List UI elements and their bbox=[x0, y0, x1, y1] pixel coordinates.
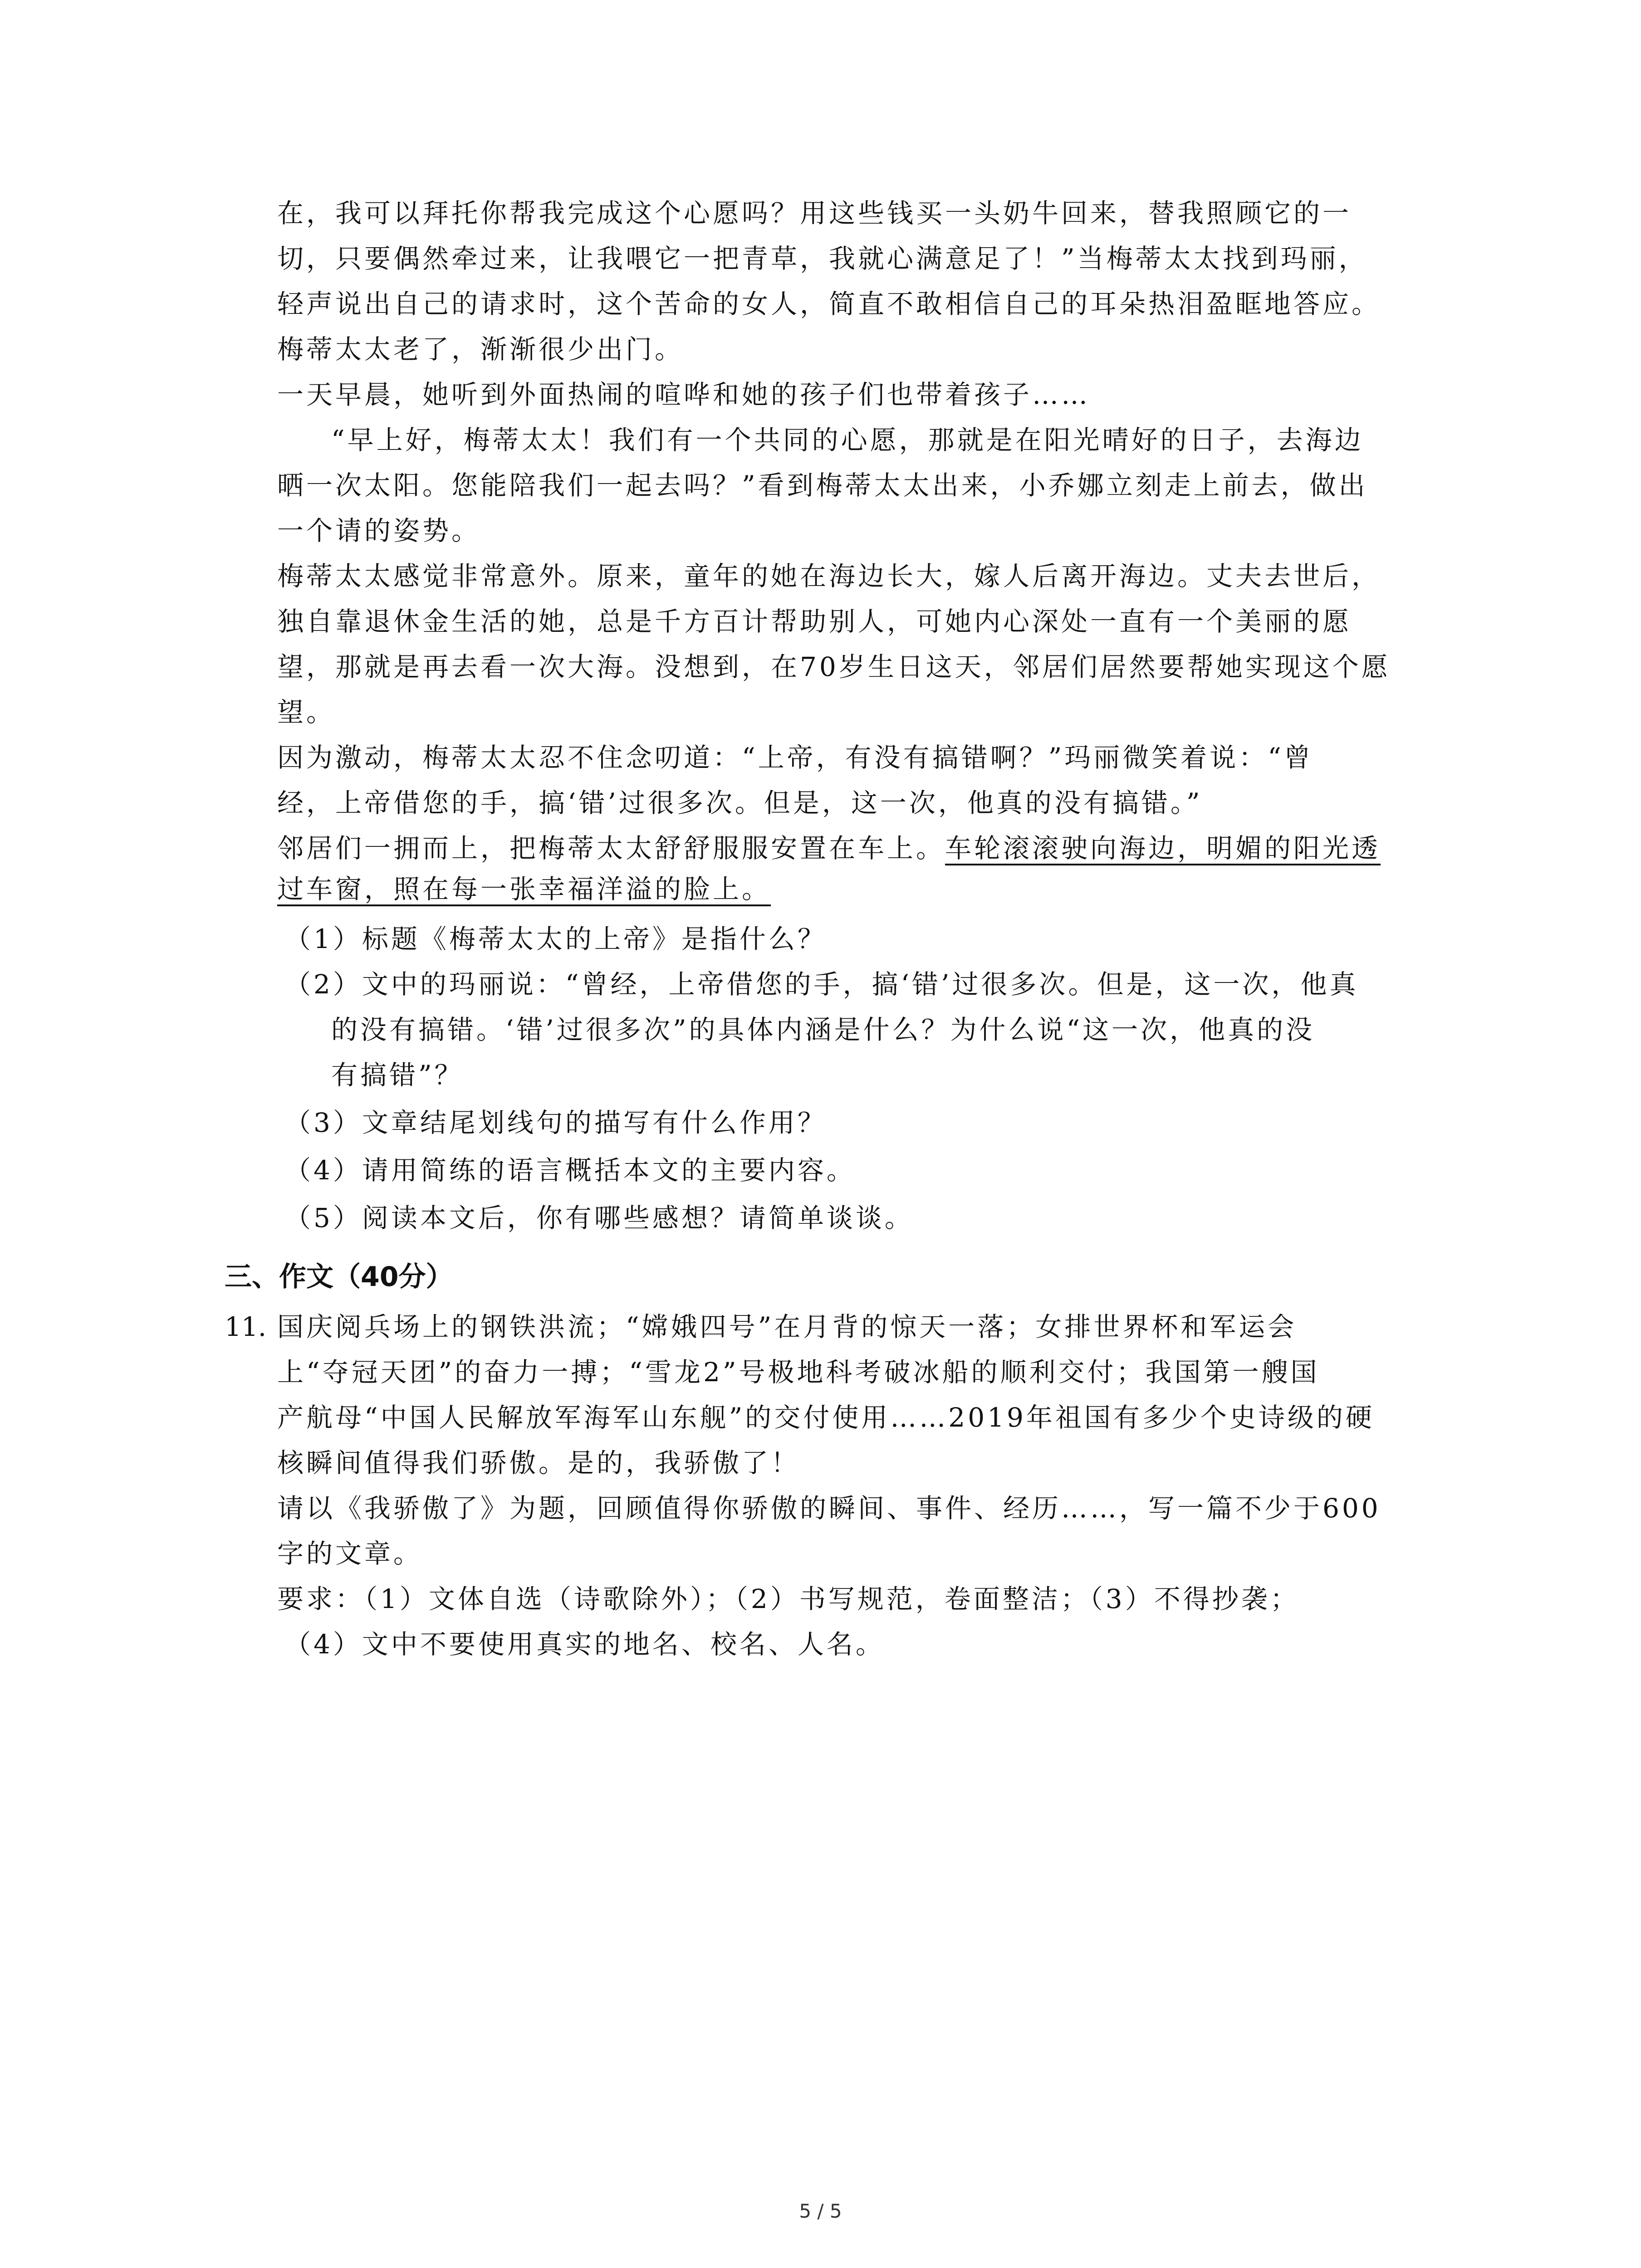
composition-line-6: 字的文章。 bbox=[277, 1538, 423, 1569]
composition-requirements-line-1: 要求：（1）文体自选（诗歌除外）；（2）书写规范，卷面整洁；（3）不得抄袭； bbox=[277, 1584, 1299, 1614]
passage-line-15 bbox=[277, 826, 1381, 871]
passage-line-16 bbox=[277, 866, 771, 912]
passage-line-2: 切，只要偶然牵过来，让我喂它一把青草，我就心满意足了！”当梅蒂太太找到玛丽， bbox=[277, 243, 1368, 274]
composition-line-3: 产航母“中国人民解放军海军山东舰”的交付使用……2019年祖国有多少个史诗级的硬 bbox=[277, 1402, 1375, 1433]
passage-line-5: 一天早晨，她听到外面热闹的喧哗和她的孩子们也带着孩子…… bbox=[277, 379, 1091, 410]
question-3: （3）文章结尾划线句的描写有什么作用？ bbox=[284, 1107, 827, 1138]
composition-line-5: 请以《我骄傲了》为题，回顾值得你骄傲的瞬间、事件、经历……，写一篇不少于600 bbox=[277, 1493, 1381, 1524]
question-4: （4）请用简练的语言概括本文的主要内容。 bbox=[284, 1155, 856, 1186]
question-number-11: 11. bbox=[225, 1311, 267, 1342]
question-2-line-3: 有搞错”？ bbox=[331, 1060, 464, 1090]
passage-line-11: 望，那就是再去看一次大海。没想到，在70岁生日这天，邻居们居然要帮她实现这个愿 bbox=[277, 651, 1391, 682]
passage-line-8: 一个请的姿势。 bbox=[277, 515, 481, 546]
composition-line-1: 国庆阅兵场上的钢铁洪流；“嫦娥四号”在月背的惊天一落；女排世界杯和军运会 bbox=[277, 1311, 1297, 1342]
passage-line-3: 轻声说出自己的请求时，这个苦命的女人，简直不敢相信自己的耳朵热泪盈眶地答应。 bbox=[277, 288, 1381, 319]
question-1: （1）标题《梅蒂太太的上帝》是指什么？ bbox=[284, 924, 827, 954]
passage-line-9: 梅蒂太太感觉非常意外。原来，童年的她在海边长大，嫁人后离开海边。丈夫去世后， bbox=[277, 561, 1381, 591]
passage-line-14: 经，上帝借您的手，搞‘错’过很多次。但是，这一次，他真的没有搞错。” bbox=[277, 787, 1203, 818]
question-5: （5）阅读本文后，你有哪些感想？请简单谈谈。 bbox=[284, 1202, 914, 1233]
section-title-composition: 三、作文（40分） bbox=[225, 1261, 453, 1293]
passage-line-10: 独自靠退休金生活的她，总是千方百计帮助别人，可她内心深处一直有一个美丽的愿 bbox=[277, 606, 1352, 637]
composition-requirements-line-2: （4）文中不要使用真实的地名、校名、人名。 bbox=[284, 1629, 885, 1660]
question-2: （2）文中的玛丽说：“曾经，上帝借您的手，搞‘错’过很多次。但是，这一次，他真 bbox=[284, 969, 1359, 1000]
question-2-line-2: 的没有搞错。‘错’过很多次”的具体内涵是什么？为什么说“这一次，他真的没 bbox=[331, 1014, 1315, 1045]
passage-line-7: 晒一次太阳。您能陪我们一起去吗？”看到梅蒂太太出来，小乔娜立刻走上前去，做出 bbox=[277, 470, 1368, 501]
passage-line-12: 望。 bbox=[277, 697, 336, 728]
passage-line-4: 梅蒂太太老了，渐渐很少出门。 bbox=[277, 334, 684, 365]
underlined-sentence-part-2: 过车窗，照在每一张幸福洋溢的脸上。 bbox=[277, 874, 771, 904]
underlined-sentence-part-1: 车轮滚滚驶向海边，明媚的阳光透 bbox=[945, 833, 1381, 864]
passage-line-13: 因为激动，梅蒂太太忍不住念叨道：“上帝，有没有搞错啊？”玛丽微笑着说：“曾 bbox=[277, 742, 1313, 773]
composition-line-2: 上“夺冠天团”的奋力一搏；“雪龙2”号极地科考破冰船的顺利交付；我国第一艘国 bbox=[277, 1357, 1320, 1388]
page-number: 5 / 5 bbox=[799, 2200, 842, 2222]
passage-line-6: “早上好，梅蒂太太！我们有一个共同的心愿，那就是在阳光晴好的日子，去海边 bbox=[331, 425, 1364, 455]
passage-line-1: 在，我可以拜托你帮我完成这个心愿吗？用这些钱买一头奶牛回来，替我照顾它的一 bbox=[277, 198, 1352, 229]
composition-line-4: 核瞬间值得我们骄傲。是的，我骄傲了！ bbox=[277, 1447, 800, 1478]
passage-line-15-text: 邻居们一拥而上，把梅蒂太太舒舒服服安置在车上。 bbox=[277, 833, 945, 864]
